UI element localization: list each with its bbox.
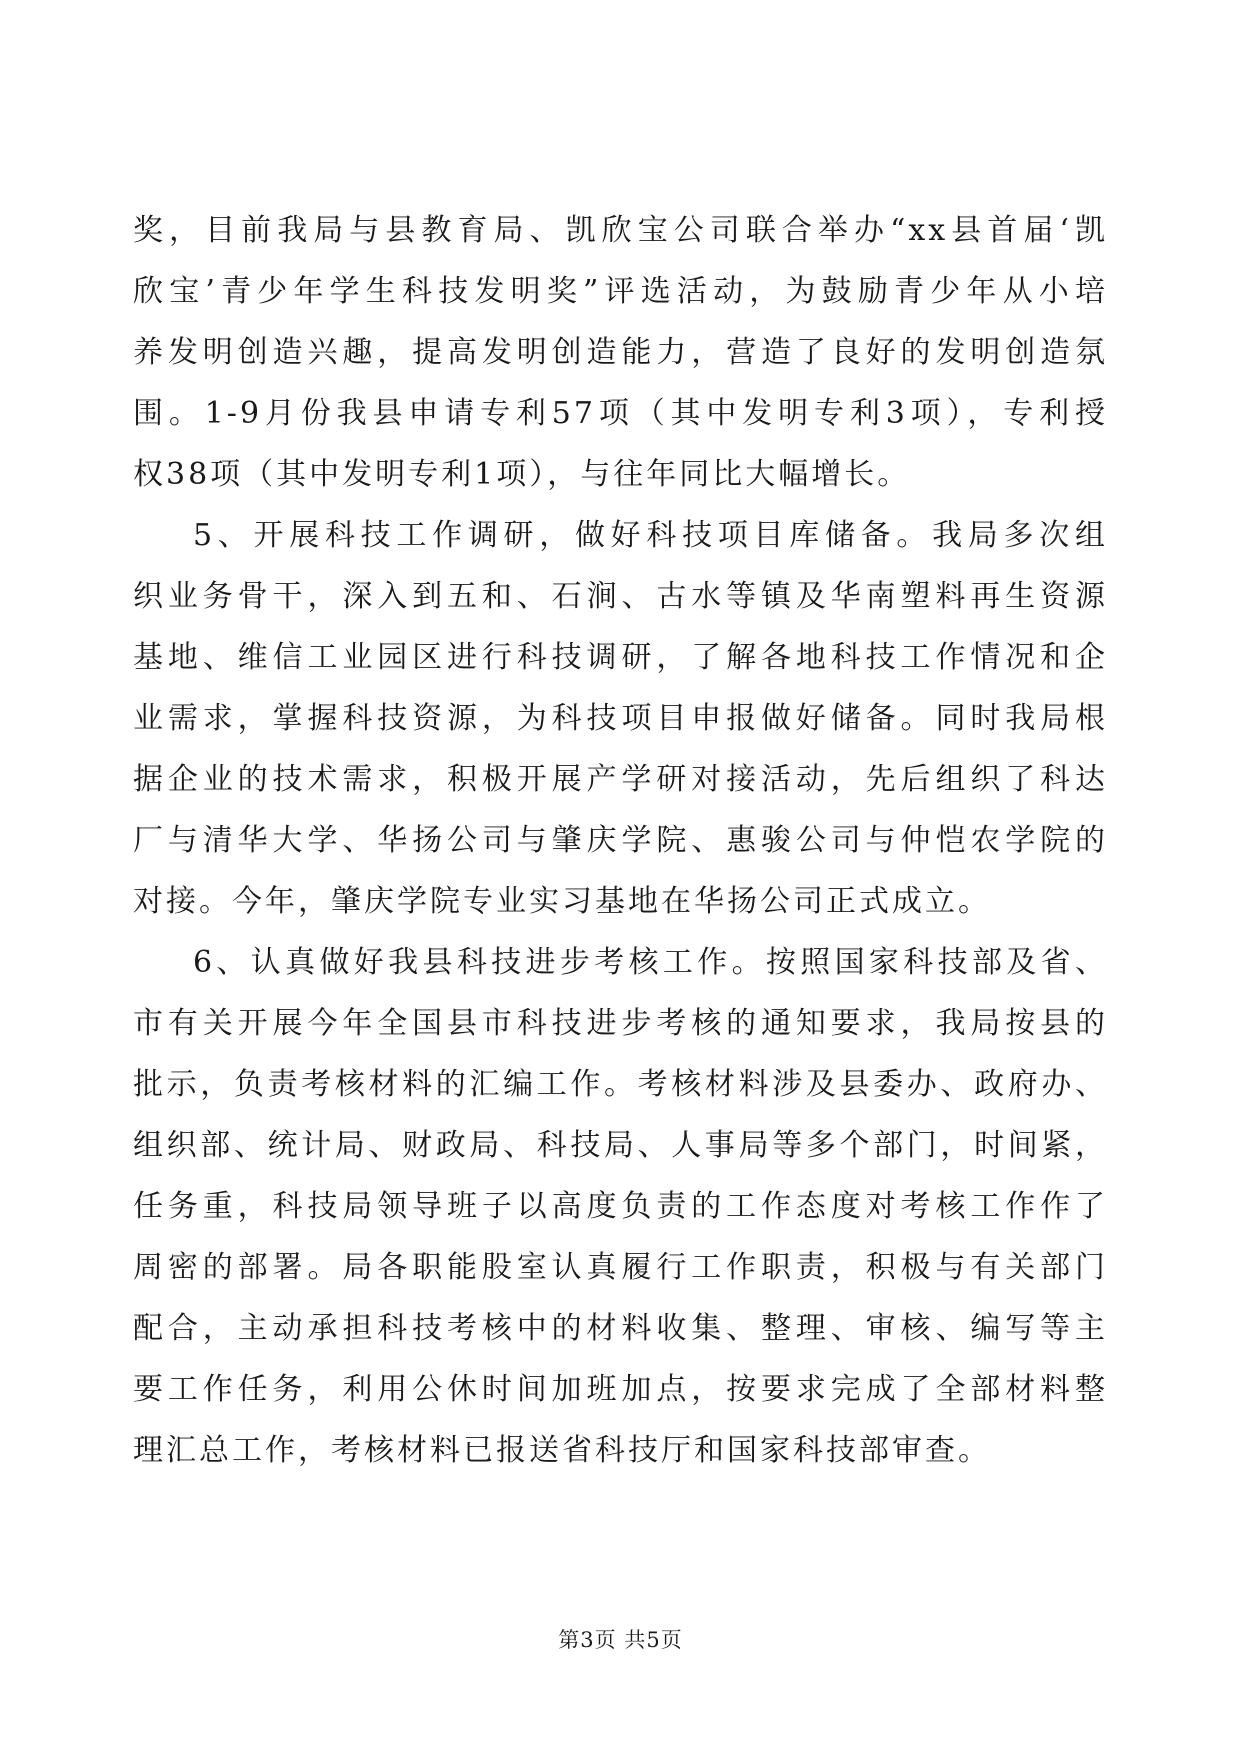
text-line: 理汇总工作，考核材料已报送省科技厅和国家科技部审查。 — [133, 1433, 991, 1468]
paragraph-start-line: 5、开展科技工作调研，做好科技项目库储备。我局多次组 — [193, 518, 1108, 553]
text-line: 欣宝’青少年学生科技发明奖”评选活动，为鼓励青少年从小培 — [133, 274, 1108, 309]
text-line: 围。1-9月份我县申请专利57项（其中发明专利3项），专利授 — [133, 396, 1108, 431]
document-body — [133, 200, 1108, 1481]
text-line: 厂与清华大学、华扬公司与肇庆学院、惠骏公司与仲恺农学院的 — [133, 823, 1108, 858]
text-line: 织业务骨干，深入到五和、石涧、古水等镇及华南塑料再生资源 — [133, 579, 1108, 614]
text-line: 周密的部署。局各职能股室认真履行工作职责，积极与有关部门 — [133, 1250, 1108, 1285]
text-line: 任务重，科技局领导班子以高度负责的工作态度对考核工作作了 — [133, 1189, 1108, 1224]
text-line: 养发明创造兴趣，提高发明创造能力，营造了良好的发明创造氛 — [133, 335, 1108, 370]
text-line: 据企业的技术需求，积极开展产学研对接活动，先后组织了科达 — [133, 762, 1108, 797]
text-line: 市有关开展今年全国县市科技进步考核的通知要求，我局按县的 — [133, 1006, 1108, 1041]
text-line: 对接。今年，肇庆学院专业实习基地在华扬公司正式成立。 — [133, 884, 991, 919]
text-line: 权38项（其中发明专利1项），与往年同比大幅增长。 — [133, 457, 911, 492]
text-line: 奖，目前我局与县教育局、凯欣宝公司联合举办“xx县首届‘凯 — [133, 213, 1108, 248]
text-line: 配合，主动承担科技考核中的材料收集、整理、审核、编写等主 — [133, 1311, 1108, 1346]
page-footer: 第3页 共5页 — [558, 1628, 683, 1652]
paragraph-start-line: 6、认真做好我县科技进步考核工作。按照国家科技部及省、 — [193, 945, 1108, 980]
text-line: 业需求，掌握科技资源，为科技项目申报做好储备。同时我局根 — [133, 701, 1108, 736]
text-line: 基地、维信工业园区进行科技调研，了解各地科技工作情况和企 — [133, 640, 1108, 675]
text-line: 要工作任务，利用公休时间加班加点，按要求完成了全部材料整 — [133, 1372, 1108, 1407]
text-line: 批示，负责考核材料的汇编工作。考核材料涉及县委办、政府办、 — [133, 1067, 1108, 1102]
text-line: 组织部、统计局、财政局、科技局、人事局等多个部门，时间紧， — [133, 1128, 1108, 1163]
